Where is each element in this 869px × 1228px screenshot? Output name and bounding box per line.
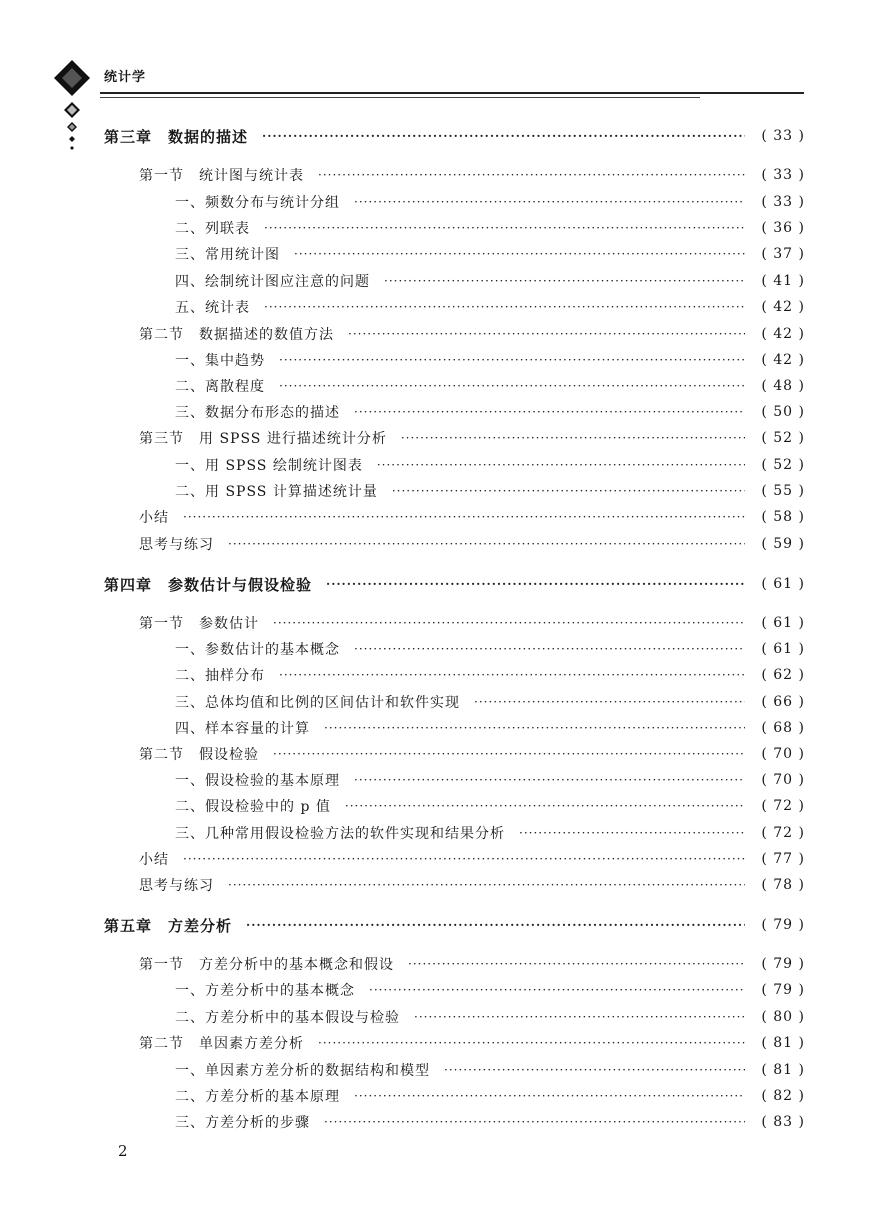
dot-leader (279, 378, 745, 394)
dot-leader (384, 273, 745, 289)
dot-leader (354, 1088, 745, 1104)
toc-page-ref: ( 79 ) (761, 982, 805, 998)
toc-item-row (175, 1059, 805, 1081)
toc-entry-title: 三、常用统计图 (175, 247, 280, 263)
toc-entry-title: 二、抽样分布 (175, 668, 265, 684)
toc-item-row (175, 243, 805, 265)
toc-entry-title: 一、参数估计的基本概念 (175, 642, 340, 658)
toc-section-row (139, 612, 805, 634)
toc-section-row (139, 427, 805, 449)
dot-leader (324, 720, 745, 736)
toc-page-ref: ( 79 ) (761, 917, 805, 933)
toc-entry-title: 二、离散程度 (175, 379, 265, 395)
toc-entry-title: 第三节 用 SPSS 进行描述统计分析 (139, 431, 387, 447)
toc-item-row (175, 1111, 805, 1133)
dot-leader (279, 667, 745, 683)
toc-item-row (175, 270, 805, 292)
toc-section-row (139, 743, 805, 765)
toc-page-ref: ( 81 ) (761, 1035, 805, 1051)
toc-item-row (175, 1006, 805, 1028)
toc-page-ref: ( 66 ) (761, 694, 805, 710)
toc-item-row (175, 480, 805, 502)
toc-entry-title: 第四章 参数估计与假设检验 (104, 575, 313, 594)
dot-leader (318, 1035, 745, 1051)
toc-page-ref: ( 50 ) (761, 404, 805, 420)
toc-page-ref: ( 41 ) (761, 273, 805, 289)
dot-leader (354, 194, 745, 210)
toc-item-row (175, 296, 805, 318)
toc-item-row (175, 822, 805, 844)
toc-page-ref: ( 37 ) (761, 246, 805, 262)
toc-entry-title: 小结 (139, 852, 169, 868)
toc-page-ref: ( 36 ) (761, 220, 805, 236)
toc-entry-title: 三、总体均值和比例的区间估计和软件实现 (175, 695, 460, 711)
toc-page-ref: ( 52 ) (761, 457, 805, 473)
toc-entry-title: 第一节 方差分析中的基本概念和假设 (139, 957, 394, 973)
toc-entry-title: 一、频数分布与统计分组 (175, 195, 340, 211)
dot-leader (279, 352, 745, 368)
dot-leader (474, 694, 745, 710)
toc-page-ref: ( 77 ) (761, 851, 805, 867)
toc-item-row (175, 217, 805, 239)
toc-page-ref: ( 78 ) (761, 877, 805, 893)
toc-page-ref: ( 59 ) (761, 536, 805, 552)
dot-leader (273, 615, 745, 631)
toc-entry-title: 第三章 数据的描述 (104, 127, 249, 146)
toc-section-row (139, 1032, 805, 1054)
toc-item-row (175, 191, 805, 213)
toc-entry-title: 四、绘制统计图应注意的问题 (175, 274, 370, 290)
dot-leader (183, 851, 745, 867)
toc-section-row (139, 164, 805, 186)
dot-leader (326, 576, 745, 592)
toc-page-ref: ( 62 ) (761, 667, 805, 683)
toc-page-ref: ( 42 ) (761, 352, 805, 368)
dot-leader (369, 982, 745, 998)
toc-item-row (175, 454, 805, 476)
dot-leader (377, 457, 745, 473)
toc-page-ref: ( 80 ) (761, 1009, 805, 1025)
toc-page-ref: ( 48 ) (761, 378, 805, 394)
toc-summary-row (139, 506, 805, 528)
toc-page-ref: ( 55 ) (761, 483, 805, 499)
toc-item-row (175, 795, 805, 817)
dot-leader (273, 746, 745, 762)
toc-item-row (175, 691, 805, 713)
toc-chapter-row (104, 914, 805, 936)
diamond-ornament-icon (52, 58, 92, 158)
dot-leader (354, 404, 745, 420)
toc-page-ref: ( 42 ) (761, 326, 805, 342)
toc-page-ref: ( 42 ) (761, 299, 805, 315)
toc-entry-title: 第二节 单因素方差分析 (139, 1036, 304, 1052)
page-number: 2 (118, 1142, 128, 1160)
toc-page-ref: ( 68 ) (761, 720, 805, 736)
dot-leader (348, 326, 745, 342)
dot-leader (519, 825, 745, 841)
toc-summary-row (139, 848, 805, 870)
dot-leader (401, 430, 745, 446)
dot-leader (324, 1114, 745, 1130)
dot-leader (354, 772, 745, 788)
toc-entry-title: 第二节 假设检验 (139, 747, 259, 763)
toc-item-row (175, 349, 805, 371)
toc-page-ref: ( 33 ) (761, 194, 805, 210)
dot-leader (228, 877, 745, 893)
toc-page-ref: ( 61 ) (761, 615, 805, 631)
toc-entry-title: 一、用 SPSS 绘制统计图表 (175, 458, 363, 474)
toc-item-row (175, 638, 805, 660)
toc-entry-title: 第一节 参数估计 (139, 616, 259, 632)
toc-page-ref: ( 72 ) (761, 798, 805, 814)
dot-leader (318, 167, 745, 183)
toc-page-ref: ( 72 ) (761, 825, 805, 841)
toc-entry-title: 四、样本容量的计算 (175, 721, 310, 737)
toc-entry-title: 五、统计表 (175, 300, 250, 316)
toc-page-ref: ( 79 ) (761, 956, 805, 972)
toc-item-row (175, 717, 805, 739)
toc-entry-title: 一、单因素方差分析的数据结构和模型 (175, 1063, 430, 1079)
toc-item-row (175, 375, 805, 397)
toc-page-ref: ( 61 ) (761, 576, 805, 592)
dot-leader (264, 299, 745, 315)
toc-entry-title: 二、假设检验中的 p 值 (175, 799, 331, 815)
toc-entry-title: 三、数据分布形态的描述 (175, 405, 340, 421)
toc-page-ref: ( 70 ) (761, 746, 805, 762)
toc-page-ref: ( 82 ) (761, 1088, 805, 1104)
toc-page-ref: ( 70 ) (761, 772, 805, 788)
toc-summary-row (139, 874, 805, 896)
toc-chapter-row (104, 573, 805, 595)
toc-entry-title: 第二节 数据描述的数值方法 (139, 327, 334, 343)
toc-entry-title: 思考与练习 (139, 878, 214, 894)
toc-page-ref: ( 33 ) (761, 128, 805, 144)
toc-section-row (139, 323, 805, 345)
toc-entry-title: 三、几种常用假设检验方法的软件实现和结果分析 (175, 826, 505, 842)
running-header-title: 统计学 (104, 70, 147, 85)
dot-leader (262, 128, 745, 144)
dot-leader (414, 1009, 745, 1025)
toc-section-row (139, 953, 805, 975)
toc-entry-title: 思考与练习 (139, 537, 214, 553)
toc-page-ref: ( 33 ) (761, 167, 805, 183)
toc-page-ref: ( 58 ) (761, 509, 805, 525)
toc-entry-title: 第五章 方差分析 (104, 916, 233, 935)
toc-page-ref: ( 61 ) (761, 641, 805, 657)
toc-entry-title: 二、方差分析中的基本假设与检验 (175, 1010, 400, 1026)
toc-page-ref: ( 83 ) (761, 1114, 805, 1130)
toc-entry-title: 小结 (139, 510, 169, 526)
toc-entry-title: 一、方差分析中的基本概念 (175, 983, 355, 999)
dot-leader (183, 509, 745, 525)
dot-leader (345, 798, 745, 814)
toc-item-row (175, 401, 805, 423)
toc-page-ref: ( 52 ) (761, 430, 805, 446)
toc-item-row (175, 979, 805, 1001)
toc-entry-title: 二、用 SPSS 计算描述统计量 (175, 484, 378, 500)
toc-summary-row (139, 533, 805, 555)
dot-leader (408, 956, 745, 972)
header-rule (100, 92, 804, 94)
header-rule-thin (100, 97, 700, 98)
toc-page-ref: ( 81 ) (761, 1062, 805, 1078)
toc-item-row (175, 1085, 805, 1107)
dot-leader (228, 536, 745, 552)
toc-entry-title: 第一节 统计图与统计表 (139, 168, 304, 184)
toc-entry-title: 二、方差分析的基本原理 (175, 1089, 340, 1105)
toc-entry-title: 一、假设检验的基本原理 (175, 773, 340, 789)
toc-item-row (175, 769, 805, 791)
dot-leader (392, 483, 745, 499)
dot-leader (264, 220, 745, 236)
toc-item-row (175, 664, 805, 686)
toc-entry-title: 二、列联表 (175, 221, 250, 237)
toc-chapter-row (104, 125, 805, 147)
dot-leader (444, 1062, 745, 1078)
dot-leader (354, 641, 745, 657)
toc-entry-title: 一、集中趋势 (175, 353, 265, 369)
dot-leader (246, 917, 745, 933)
dot-leader (294, 246, 745, 262)
toc-entry-title: 三、方差分析的步骤 (175, 1115, 310, 1131)
